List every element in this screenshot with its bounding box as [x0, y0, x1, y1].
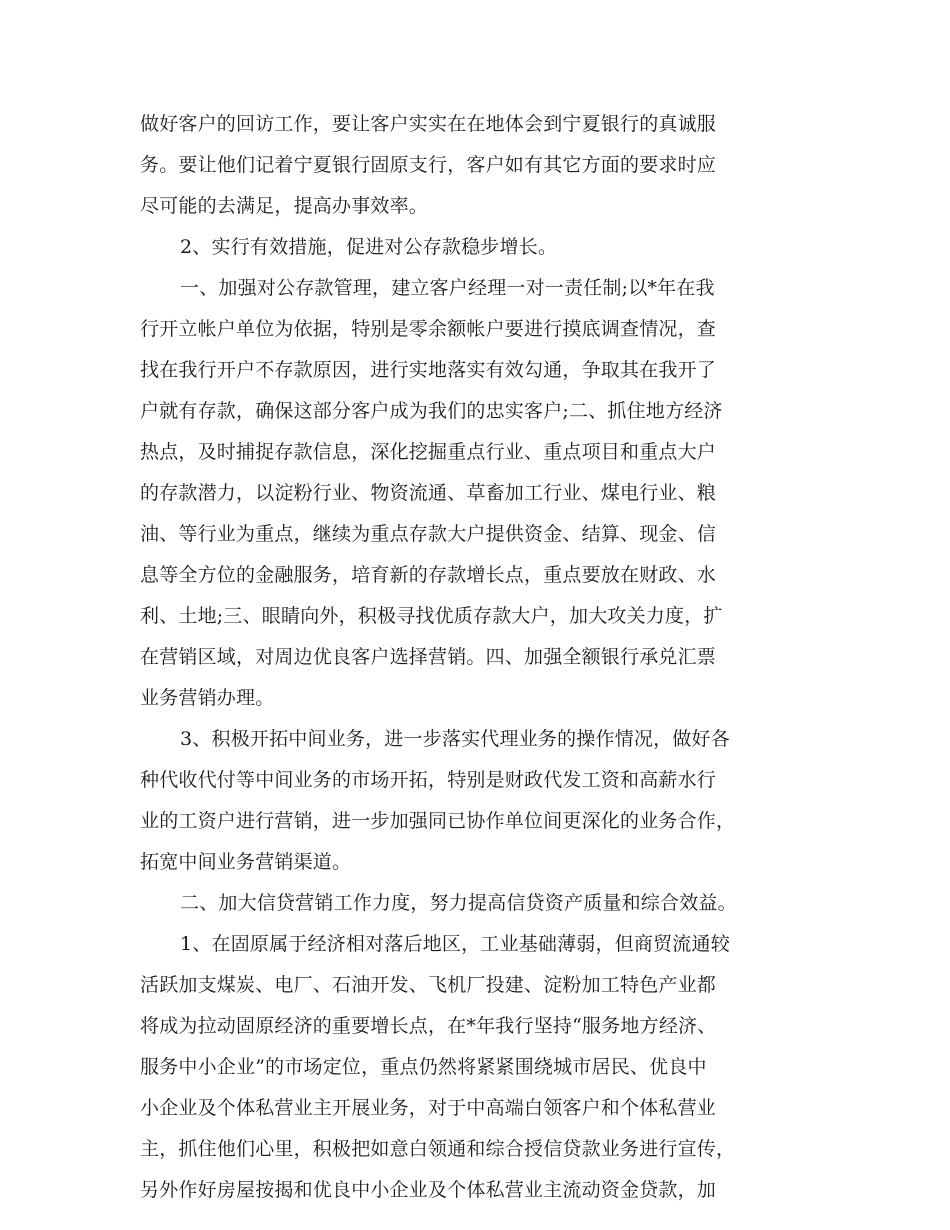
body-line: 做好客户的回访工作，要让客户实实在在地体会到宁夏银行的真诚服 [140, 113, 717, 135]
body-line: 活跃加支煤炭、电厂、石油开发、飞机厂投建、淀粉加工特色产业都 [140, 974, 717, 996]
section-heading: 二、加大信贷营销工作力度，努力提高信贷资产质量和综合效益。 [180, 892, 737, 914]
body-line: 服务中小企业”的市场定位，重点仍然将紧紧围绕城市居民、优良中 [140, 1056, 707, 1078]
body-line: 1、在固原属于经济相对落后地区，工业基础薄弱，但商贸流通较 [180, 933, 730, 955]
body-line: 业务营销办理。 [140, 687, 275, 709]
body-line: 在营销区域，对周边优良客户选择营销。四、加强全额银行承兑汇票 [140, 646, 717, 668]
body-line: 油、等行业为重点，继续为重点存款大户提供资金、结算、现金、信 [140, 523, 717, 545]
body-line: 3、积极开拓中间业务，进一步落实代理业务的操作情况，做好各 [180, 728, 730, 750]
body-line: 2、实行有效措施，促进对公存款稳步增长。 [180, 236, 558, 258]
body-line: 将成为拉动固原经济的重要增长点，在*年我行坚持“服务地方经济、 [140, 1015, 717, 1037]
body-line: 种代收代付等中间业务的市场开拓，特别是财政代发工资和高薪水行 [140, 769, 717, 791]
body-line: 热点，及时捕捉存款信息，深化挖掘重点行业、重点项目和重点大户 [140, 441, 717, 463]
body-line: 找在我行开户不存款原因，进行实地落实有效勾通，争取其在我开了 [140, 359, 717, 381]
body-line: 小企业及个体私营业主开展业务，对于中高端白领客户和个体私营业 [140, 1097, 717, 1119]
body-line: 尽可能的去满足，提高办事效率。 [140, 195, 429, 217]
body-line: 一、加强对公存款管理，建立客户经理一对一责任制;以*年在我 [180, 277, 715, 299]
body-line: 另外作好房屋按揭和优良中小企业及个体私营业主流动资金贷款，加 [140, 1179, 717, 1201]
body-line: 的存款潜力，以淀粉行业、物资流通、草畜加工行业、煤电行业、粮 [140, 482, 717, 504]
body-line: 主，抓住他们心里，积极把如意白领通和综合授信贷款业务进行宣传， [140, 1138, 736, 1160]
body-line: 行开立帐户单位为依据，特别是零余额帐户要进行摸底调查情况，查 [140, 318, 717, 340]
body-line: 息等全方位的金融服务，培育新的存款增长点，重点要放在财政、水 [140, 564, 717, 586]
body-line: 务。要让他们记着宁夏银行固原支行，客户如有其它方面的要求时应 [140, 154, 717, 176]
body-line: 户就有存款，确保这部分客户成为我们的忠实客户;二、抓住地方经济 [140, 400, 723, 422]
body-line: 业的工资户进行营销，进一步加强同已协作单位间更深化的业务合作， [140, 810, 736, 832]
body-line: 拓宽中间业务营销渠道。 [140, 851, 352, 873]
body-line: 利、土地;三、眼睛向外，积极寻找优质存款大户，加大攻关力度，扩 [140, 605, 723, 627]
